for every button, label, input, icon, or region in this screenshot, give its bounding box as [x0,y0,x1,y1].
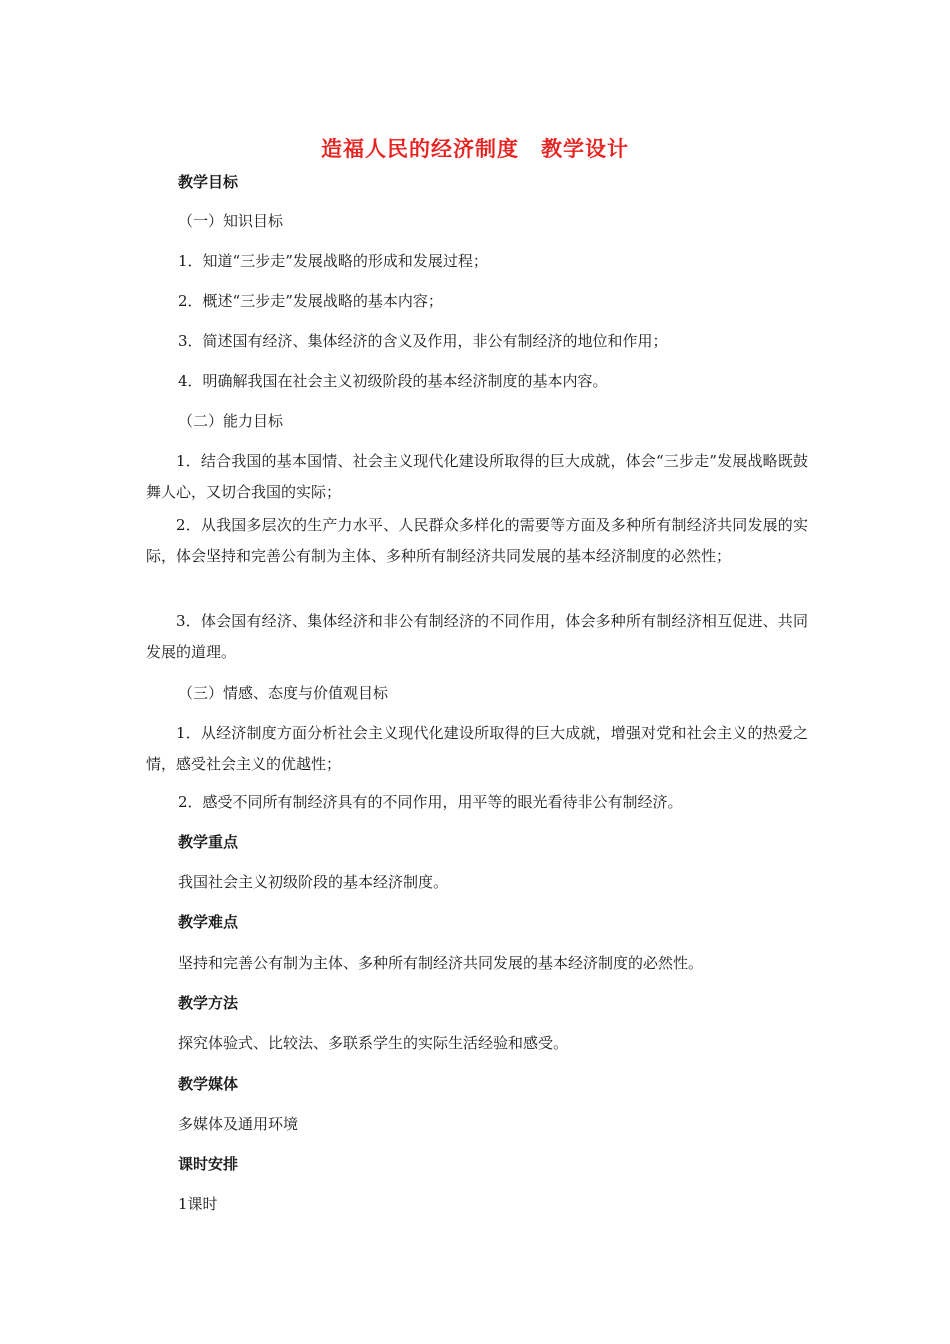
values-item-2: 2．感受不同所有制经济具有的不同作用，用平等的眼光看待非公有制经济。 [178,793,683,811]
ability-item-2: 2．从我国多层次的生产力水平、人民群众多样化的需要等方面及多种所有制经济共同发展的实际，体会坚持和完善公有制为主体、多种所有制经济共同发展的基本经济制度的必然性； [146,516,808,565]
ability-item-1: 1．结合我国的基本国情、社会主义现代化建设所取得的巨大成就，体会“三步走”发展战略既鼓舞人心，又切合我国的实际； [146,452,808,501]
section-heading-method: 教学方法 [178,994,239,1012]
schedule-text: 1课时 [178,1195,218,1213]
knowledge-item-4: 4．明确解我国在社会主义初级阶段的基本经济制度的基本内容。 [178,372,608,390]
knowledge-item-2: 2．概述“三步走”发展战略的基本内容； [178,292,443,310]
subsection-label-values: （三）情感、态度与价值观目标 [178,684,389,702]
section-heading-difficulty: 教学难点 [178,913,239,931]
method-text: 探究体验式、比较法、多联系学生的实际生活经验和感受。 [178,1034,569,1052]
knowledge-item-1: 1．知道“三步走”发展战略的形成和发展过程； [178,252,488,270]
section-heading-key-point: 教学重点 [178,833,239,851]
difficulty-text: 坚持和完善公有制为主体、多种所有制经济共同发展的基本经济制度的必然性。 [178,954,704,972]
section-heading-media: 教学媒体 [178,1075,239,1093]
media-text: 多媒体及通用环境 [178,1115,299,1133]
section-heading-objectives: 教学目标 [178,173,239,191]
section-heading-schedule: 课时安排 [178,1155,239,1173]
document-title: 造福人民的经济制度 教学设计 [321,137,629,161]
values-item-1: 1．从经济制度方面分析社会主义现代化建设所取得的巨大成就，增强对党和社会主义的热爱之情，感受社会主义的优越性； [146,724,808,773]
knowledge-item-3: 3．简述国有经济、集体经济的含义及作用，非公有制经济的地位和作用； [178,332,668,350]
key-point-text: 我国社会主义初级阶段的基本经济制度。 [178,873,449,891]
subsection-label-ability: （二）能力目标 [178,412,284,430]
ability-item-3: 3．体会国有经济、集体经济和非公有制经济的不同作用，体会多种所有制经济相互促进、共同发展的道理。 [146,612,808,661]
subsection-label-knowledge: （一）知识目标 [178,212,284,230]
